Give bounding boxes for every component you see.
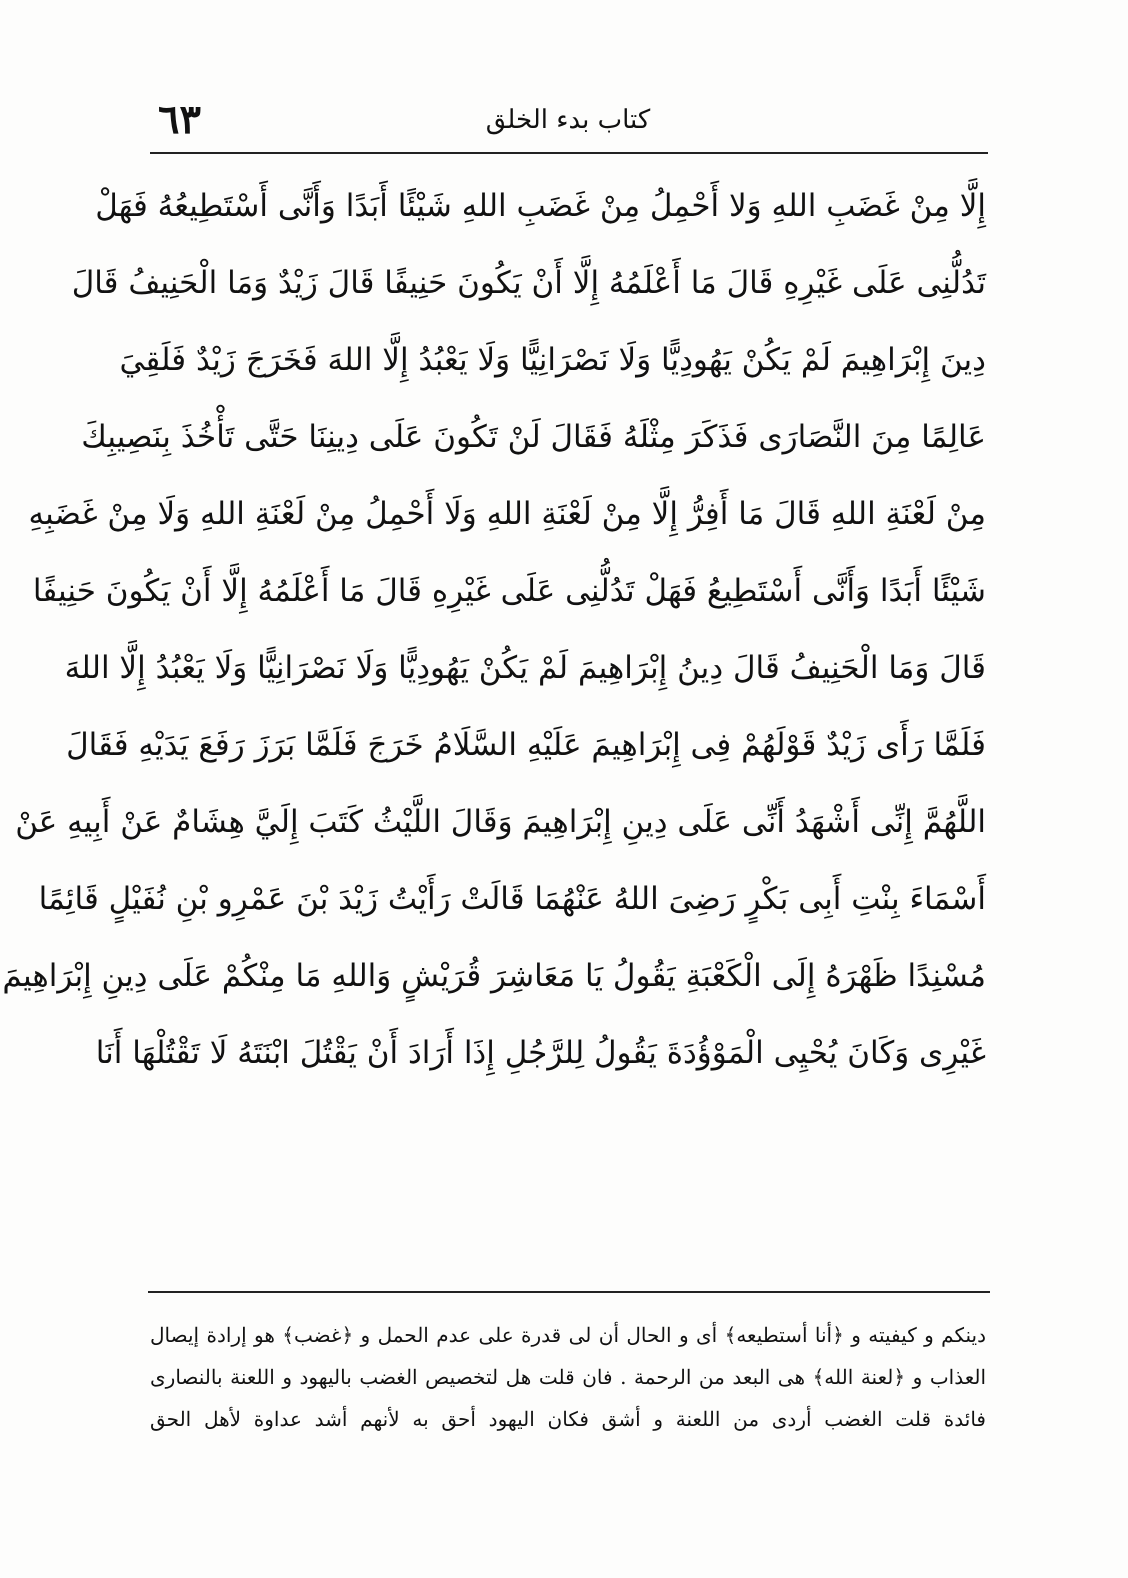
text-line: اللَّهُمَّ إِنِّى أَشْهَدُ أَنِّى عَلَى دِينِ إِبْرَاهِيمَ وَقَالَ اللَّيْثُ كَتَبَ إِلَيَّ هِشَامٌ عَنْ أَبِيهِ عَنْ [15,804,986,840]
footnote-line: العذاب و ﴿لعنة الله﴾ هى البعد من الرحمة . فان قلت هل لتخصيص الغضب باليهود و اللعنة بالنصارى [150,1365,986,1389]
footnotes [150,1314,986,1440]
running-title: كتاب بدء الخلق [485,105,651,135]
header-divider [150,152,988,154]
footnote-divider [148,1291,990,1293]
footnote-line: دينكم و كيفيته و ﴿أنا أستطيعه﴾ أى و الحال أن لى قدرة على عدم الحمل و ﴿غضب﴾ هو إرادة إيصال [150,1323,986,1347]
page-number: ٦٣ [158,96,201,143]
text-line: غَيْرِى وَكَانَ يُحْيِى الْمَوْؤُدَةَ يَقُولُ لِلرَّجُلِ إِذَا أَرَادَ أَنْ يَقْتُلَ ابْنَتَهُ لَا تَقْتُلْهَا أَنَا [95,1035,986,1071]
text-line: أَسْمَاءَ بِنْتِ أَبِى بَكْرٍ رَضِىَ اللهُ عَنْهُمَا قَالَتْ رَأَيْتُ زَيْدَ بْنَ عَمْرِو بْنِ نُفَيْلٍ قَائِمًا [38,881,986,917]
text-line: دِينَ إِبْرَاهِيمَ لَمْ يَكُنْ يَهُودِيًّا وَلَا نَصْرَانِيًّا وَلَا يَعْبُدُ إِلَّا اللهَ فَخَرَجَ زَيْدٌ فَلَقِيَ [119,342,986,378]
text-line: شَيْئًا أَبَدًا وَأَنَّى أَسْتَطِيعُ فَهَلْ تَدُلُّنِى عَلَى غَيْرِهِ قَالَ مَا أَعْلَمُهُ إِلَّا أَنْ يَكُونَ حَنِيفًا [32,573,986,609]
main-text [2,168,986,1092]
footnote-line: فائدة قلت الغضب أردى من اللعنة و أشق فكان اليهود أحق به لأنهم أشد عداوة لأهل الحق [150,1407,986,1431]
page-header [150,92,986,148]
text-line: مُسْنِدًا ظَهْرَهُ إِلَى الْكَعْبَةِ يَقُولُ يَا مَعَاشِرَ قُرَيْشٍ وَاللهِ مَا مِنْكُمْ عَلَى دِينِ إِبْرَاهِيمَ [2,958,986,994]
text-line: مِنْ لَعْنَةِ اللهِ قَالَ مَا أَفِرُّ إِلَّا مِنْ لَعْنَةِ اللهِ وَلَا أَحْمِلُ مِنْ لَعْنَةِ اللهِ وَلَا مِنْ غَضَبِهِ [28,496,986,532]
text-line: عَالِمًا مِنَ النَّصَارَى فَذَكَرَ مِثْلَهُ فَقَالَ لَنْ تَكُونَ عَلَى دِينِنَا حَتَّى تَأْخُذَ بِنَصِيبِكَ [81,419,986,455]
text-line: فَلَمَّا رَأَى زَيْدٌ قَوْلَهُمْ فِى إِبْرَاهِيمَ عَلَيْهِ السَّلَامُ خَرَجَ فَلَمَّا بَرَزَ رَفَعَ يَدَيْهِ فَقَالَ [66,727,986,763]
text-line: تَدُلُّنِى عَلَى غَيْرِهِ قَالَ مَا أَعْلَمُهُ إِلَّا أَنْ يَكُونَ حَنِيفًا قَالَ زَيْدٌ وَمَا الْحَنِيفُ قَالَ [71,265,986,301]
text-line: قَالَ وَمَا الْحَنِيفُ قَالَ دِينُ إِبْرَاهِيمَ لَمْ يَكُنْ يَهُودِيًّا وَلَا نَصْرَانِيًّا وَلَا يَعْبُدُ إِلَّا اللهَ [64,650,986,686]
text-line: إِلَّا مِنْ غَضَبِ اللهِ وَلا أَحْمِلُ مِنْ غَضَبِ اللهِ شَيْئًا أَبَدًا وَأَنَّى أَسْتَطِيعُهُ فَهَلْ [95,188,986,224]
